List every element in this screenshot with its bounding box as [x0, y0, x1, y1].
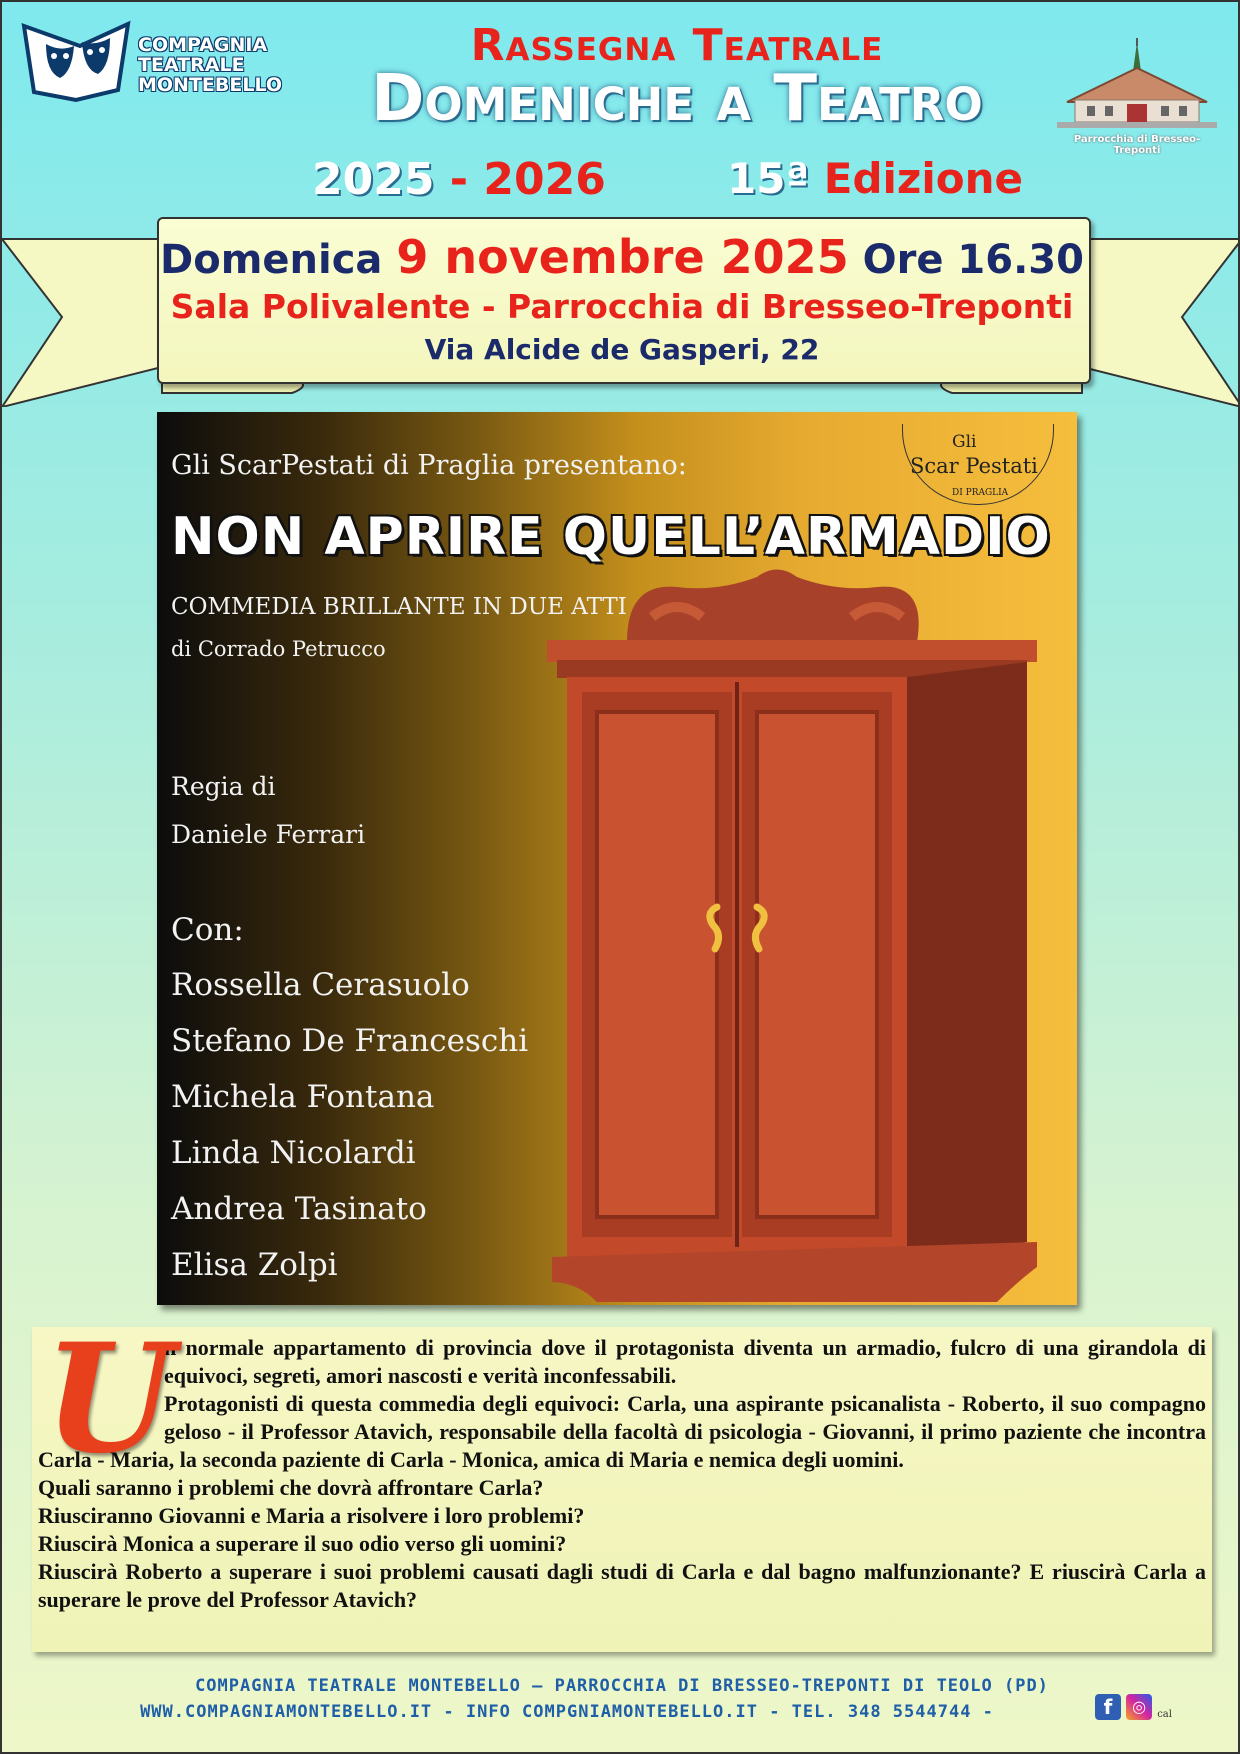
cast-member: Rossella Cerasuolo: [171, 967, 470, 1003]
troupe-logo-line-3: DI PRAGLIA: [952, 488, 1009, 498]
instagram-icon[interactable]: ◎: [1126, 1694, 1152, 1720]
troupe-logo-line-1: Gli: [952, 432, 977, 452]
church-logo: [1057, 38, 1217, 156]
synopsis-question: Riuscirà Roberto a superare i suoi problemi causati dagli studi di Carla e dal bagno malfunzionante? E riuscirà Carla a superare le prove del Professor Atavich?: [38, 1559, 1206, 1612]
year-start: 2025: [312, 154, 435, 205]
troupe-logo-line-2: Scar Pestati: [910, 454, 1038, 478]
company-logo: [20, 20, 290, 110]
church-caption: Parrocchia di Bresseo-Treponti: [1073, 134, 1201, 156]
play-title: NON APRIRE QUELL’ARMADIO: [171, 507, 1051, 567]
play-genre: COMMEDIA BRILLANTE IN DUE ATTI: [171, 594, 627, 620]
cast-member: Stefano De Franceschi: [171, 1023, 529, 1059]
synopsis-question: Quali saranno i problemi che dovrà affrontare Carla?: [38, 1475, 544, 1500]
edition-label: [727, 154, 1023, 203]
edition-number: 15ª: [727, 154, 810, 203]
synopsis-text: [38, 1334, 1206, 1614]
footer-organizers: COMPAGNIA TEATRALE MONTEBELLO – PARROCCHIA DI BRESSEO-TREPONTI DI TEOLO (PD): [195, 1676, 1049, 1696]
troupe-logo: [902, 424, 1052, 504]
synopsis-question: Riuscirà Monica a superare il suo odio verso gli uomini?: [38, 1531, 567, 1556]
director-name: Daniele Ferrari: [171, 820, 366, 849]
logo-line-3: MONTEBELLO: [138, 74, 283, 96]
church-icon: [1057, 38, 1217, 128]
year-end: 2026: [483, 154, 606, 205]
social-links: [1095, 1694, 1195, 1724]
cast-label: Con:: [171, 912, 244, 948]
author-signature: cal: [1157, 1709, 1172, 1720]
synopsis-paragraph: n normale appartamento di provincia dove il protagonista diventa un armadio, fulcro di una girandola di equivoci, segreti, amori nascosti e verità inconfessabili.: [164, 1335, 1206, 1388]
event-time: Ore 16.30: [862, 237, 1084, 283]
season-years: [312, 154, 606, 205]
edition-word: Edizione: [809, 154, 1023, 203]
event-address: Via Alcide de Gasperi, 22: [424, 333, 820, 366]
theatre-masks-icon: [20, 20, 132, 104]
event-venue: Sala Polivalente - Parrocchia di Bresseo-Treponti: [170, 287, 1074, 326]
page-title: Domeniche a Teatro: [371, 62, 983, 136]
synopsis-paragraph: Protagonisti di questa commedia degli equivoci: Carla, una aspirante psicanalista - Roberto, il suo compagno geloso - il Professor Atavich, responsabile della facoltà di psicologia - Giovanni, il primo paziente che incontra Carla - Maria, la seconda paziente di Carla - Monica, amica di Maria e nemica degli uomini.: [38, 1391, 1206, 1472]
cast-member: Linda Nicolardi: [171, 1135, 416, 1171]
cast-member: Michela Fontana: [171, 1079, 435, 1115]
footer-contact-text: WWW.COMPAGNIAMONTEBELLO.IT - INFO COMPGNIAMONTEBELLO.IT - TEL. 348 5544744 -: [140, 1702, 994, 1722]
synopsis-question: Riusciranno Giovanni e Maria a risolvere i loro problemi?: [38, 1503, 585, 1528]
footer-contacts: [2, 1702, 1240, 1722]
facebook-icon[interactable]: f: [1095, 1694, 1121, 1720]
cast-member: Andrea Tasinato: [171, 1191, 427, 1227]
year-separator: -: [434, 154, 484, 205]
logo-line-2: TEATRALE: [138, 54, 245, 76]
play-author: di Corrado Petrucco: [171, 637, 386, 661]
cast-member: Elisa Zolpi: [171, 1247, 338, 1283]
rassegna-heading: Rassegna Teatrale: [470, 20, 884, 71]
director-label: Regia di: [171, 772, 276, 801]
event-day: Domenica: [160, 237, 383, 283]
dropcap-letter: U: [44, 1311, 175, 1487]
presenter-line: Gli ScarPestati di Praglia presentano:: [171, 450, 687, 481]
logo-line-1: COMPAGNIA: [138, 34, 268, 56]
event-datetime: [157, 230, 1087, 284]
play-poster: [157, 412, 1077, 1305]
event-date: 9 novembre 2025: [396, 230, 849, 284]
